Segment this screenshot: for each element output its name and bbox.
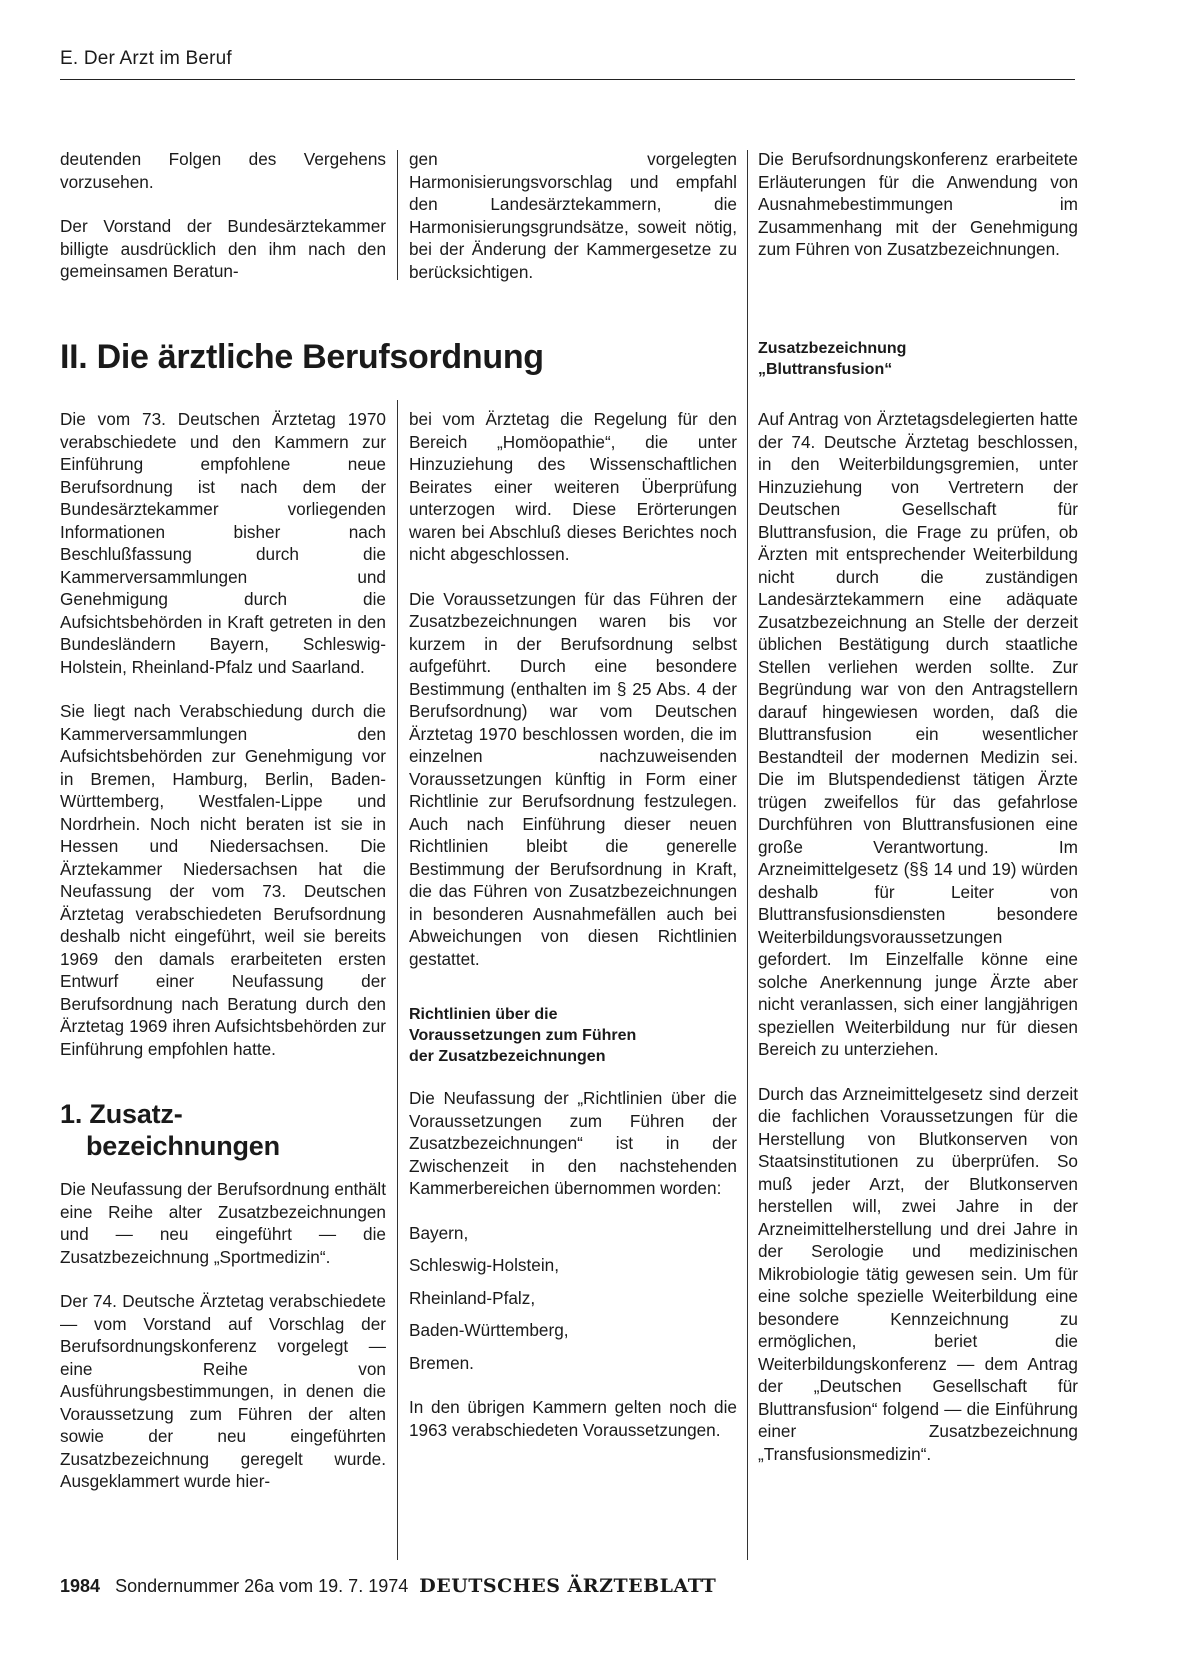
col1-paragraph-1: Die vom 73. Deutschen Ärztetag 1970 verabschiedete und den Kammern zur Einführung empfohlene neue Berufsordnung ist nach dem der Bundesärztekammer vorliegenden Informationen bisher nach Beschlußfassung durch die Kammerversammlungen und Genehmigung durch die Aufsichtsbehörden in Kraft getreten in den Bundesländern Bayern, Schleswig-Holstein, Rheinland-Pfalz und Saarland. — [60, 409, 386, 677]
page-number: 1984 — [60, 1576, 101, 1596]
col2-subhead-line-2: Voraussetzungen zum Führen — [409, 1027, 637, 1044]
column-1 — [60, 408, 386, 1515]
top-column-1 — [60, 148, 386, 305]
col1-paragraph-4: Der 74. Deutsche Ärztetag verabschiedete — vom Vorstand auf Vorschlag der Berufsordnungskonferenz vorgelegt — eine Reihe von Ausführungsbestimmungen, in denen die Voraussetzung zum Führen der alten sowie der neu eingeführten Zusatzbezeichnung geregelt wurde. Ausgeklammert wurde hier- — [60, 1291, 386, 1491]
col1-paragraph-2: Sie liegt nach Verabschiedung durch die Kammerversammlungen den Aufsichtsbehörden zur Genehmigung vor in Bremen, Hamburg, Berlin, Baden-Württemberg, Westfalen-Lippe und Nordrhein. Noch nicht beraten ist sie in Hessen und Niedersachsen. Die Ärztekammer Niedersachsen hat die Neufassung der vom 73. Deutschen Ärztetag verabschiedeten Berufsordnung deshalb nicht eingeführt, weil sie bereits 1969 den damals erarbeiteten ersten Entwurf einer Neufassung der Berufsordnung nach Beratung durch den Ärztetag 1969 ihren Aufsichtsbehörden zur Einführung empfohlen hatte. — [60, 701, 386, 1059]
col2-subhead — [409, 1004, 737, 1067]
col2-paragraph-3: Die Neufassung der „Richtlinien über die Voraussetzungen zum Führen der Zusatzbezeichnungen“ ist in der Zwischenzeit in den nachstehenden Kammerbereichen übernommen worden: — [409, 1088, 737, 1198]
top-col1-paragraph-1: deutenden Folgen des Vergehens vorzusehen. — [60, 149, 386, 192]
footer — [60, 1575, 716, 1597]
list-item: Schleswig-Holstein, — [409, 1255, 559, 1275]
column-rule-top-1 — [397, 150, 398, 280]
subsection-title-line-1: 1. Zusatz- — [60, 1099, 183, 1129]
list-item: Rheinland-Pfalz, — [409, 1287, 536, 1308]
column-3 — [758, 338, 1078, 1487]
subsection-title — [60, 1098, 386, 1162]
col2-subhead-line-1: Richtlinien über die — [409, 1006, 558, 1023]
col3-paragraph-1: Auf Antrag von Ärztetagsdelegierten hatte der 74. Deutsche Ärztetag beschlossen, in den Weiterbildungsgremien, unter Hinzuziehung von Vertretern der Deutschen Gesellschaft für Bluttransfusion, die Frage zu prüfen, ob Ärzten mit entsprechender Weiterbildung nicht durch die zuständigen Landesärztekammern eine adäquate Zusatzbezeichnung an Stelle der derzeit üblichen Bestätigung durch staatliche Stellen verliehen werden sollte. Zur Begründung war von den Antragstellern darauf hingewiesen worden, daß die Bluttransfusion ein wesentlicher Bestandteil der modernen Medizin sei. Die im Blutspendedienst tätigen Ärzte trügen zweifellos für das gefahrlose Durchführen von Bluttransfusionen eine große Verantwortung. Im Arzneimittelgesetz (§§ 14 und 19) würden deshalb für Leiter von Bluttransfusionsdiensten besondere Weiterbildungsvoraussetzungen gefordert. Im Einzelfalle könne eine solche Anerkennung junge Ärzte aber nicht veranlassen, sich einer langjährigen speziellen Weiterbildung nur für diesen Bereich zu unterziehen. — [758, 409, 1078, 1059]
col2-subhead-line-3: der Zusatzbezeichnungen — [409, 1048, 606, 1065]
col3-paragraph-2: Durch das Arzneimittelgesetz sind derzeit die fachlichen Voraussetzungen für die Herstellung von Blutkonserven von Staatsinstitutionen zu überprüfen. So muß jeder Arzt, der Blutkonserven herstellen will, zwei Jahre in der Arzneimittelherstellung und drei Jahre in der Serologie und medizinischen Mikrobiologie tätig gewesen sein. Um für eine solche spezielle Weiterbildung eine besondere Kennzeichnung zu ermöglichen, beriet die Weiterbildungskonferenz — dem Antrag der „Deutschen Gesellschaft für Bluttransfusion“ folgend — die Einführung einer Zusatzbezeichnung „Transfusionsmedizin“. — [758, 1083, 1078, 1464]
col1-paragraph-3: Die Neufassung der Berufsordnung enthält eine Reihe alter Zusatzbezeichnungen und — neu eingeführt — die Zusatzbezeichnung „Sportmedizin“. — [60, 1179, 386, 1267]
running-header: E. Der Arzt im Beruf — [60, 48, 232, 69]
list-item: Bayern, — [409, 1222, 469, 1243]
masthead: DEUTSCHES ÄRZTEBLATT — [419, 1575, 717, 1597]
top-col1-paragraph-2: Der Vorstand der Bundesärztekammer billigte ausdrücklich den ihm nach den gemeinsamen Beratun- — [60, 216, 386, 281]
col2-paragraph-2: Die Voraussetzungen für das Führen der Zusatzbezeichnungen waren bis vor kurzem in der Berufsordnung selbst aufgeführt. Durch eine besondere Bestimmung (enthalten im § 25 Abs. 4 der Berufsordnung) war vom Deutschen Ärztetag 1970 beschlossen worden, die im einzelnen nachzuweisenden Voraussetzungen künftig in Form einer Richtlinie zur Berufsordnung festzulegen. Auch nach Einführung dieser neuen Richtlinien bleibt die generelle Bestimmung der Berufsordnung in Kraft, die das Führen von Zusatzbezeichnungen in besonderen Ausnahmefällen auch bei Abweichungen von diesen Richtlinien gestattet. — [409, 588, 737, 969]
list-item: Baden-Württemberg, — [409, 1320, 569, 1340]
column-rule-2 — [747, 150, 748, 1560]
col3-subhead — [758, 338, 1078, 380]
col3-subhead-line-2: „Bluttransfusion“ — [758, 361, 893, 378]
top-column-2 — [409, 148, 737, 305]
col2-paragraph-1: bei vom Ärztetag die Regelung für den Bereich „Homöopathie“, die unter Hinzuziehung des Wissenschaftlichen Beirates einer weiteren Überprüfung unterzogen wird. Diese Erörterungen waren bei Abschluß dieses Berichtes noch nicht abgeschlossen. — [409, 409, 737, 564]
subsection-title-line-2: bezeichnungen — [86, 1131, 280, 1161]
column-rule-1 — [397, 400, 398, 1560]
column-2 — [409, 408, 737, 1463]
top-col3-paragraph-1: Die Berufsordnungskonferenz erarbeitete Erläuterungen für die Anwendung von Ausnahmebestimmungen im Zusammenhang mit der Genehmigung zum Führen von Zusatzbezeichnungen. — [758, 149, 1078, 259]
list-item: Bremen. — [409, 1352, 474, 1373]
header-rule — [60, 79, 1075, 80]
col2-paragraph-4: In den übrigen Kammern gelten noch die 1963 verabschiedeten Voraussetzungen. — [409, 1397, 737, 1440]
issue-info: Sondernummer 26a vom 19. 7. 1974 — [115, 1576, 409, 1596]
col3-subhead-line-1: Zusatzbezeichnung — [758, 340, 907, 357]
section-title: II. Die ärztliche Berufsordnung — [60, 338, 544, 376]
top-col2-paragraph-1: gen vorgelegten Harmonisierungsvorschlag und empfahl den Landesärztekammern, die Harmonisierungsgrundsätze, soweit nötig, bei der Änderung der Kammergesetze zu berücksichtigen. — [409, 149, 737, 282]
top-column-3 — [758, 148, 1078, 283]
